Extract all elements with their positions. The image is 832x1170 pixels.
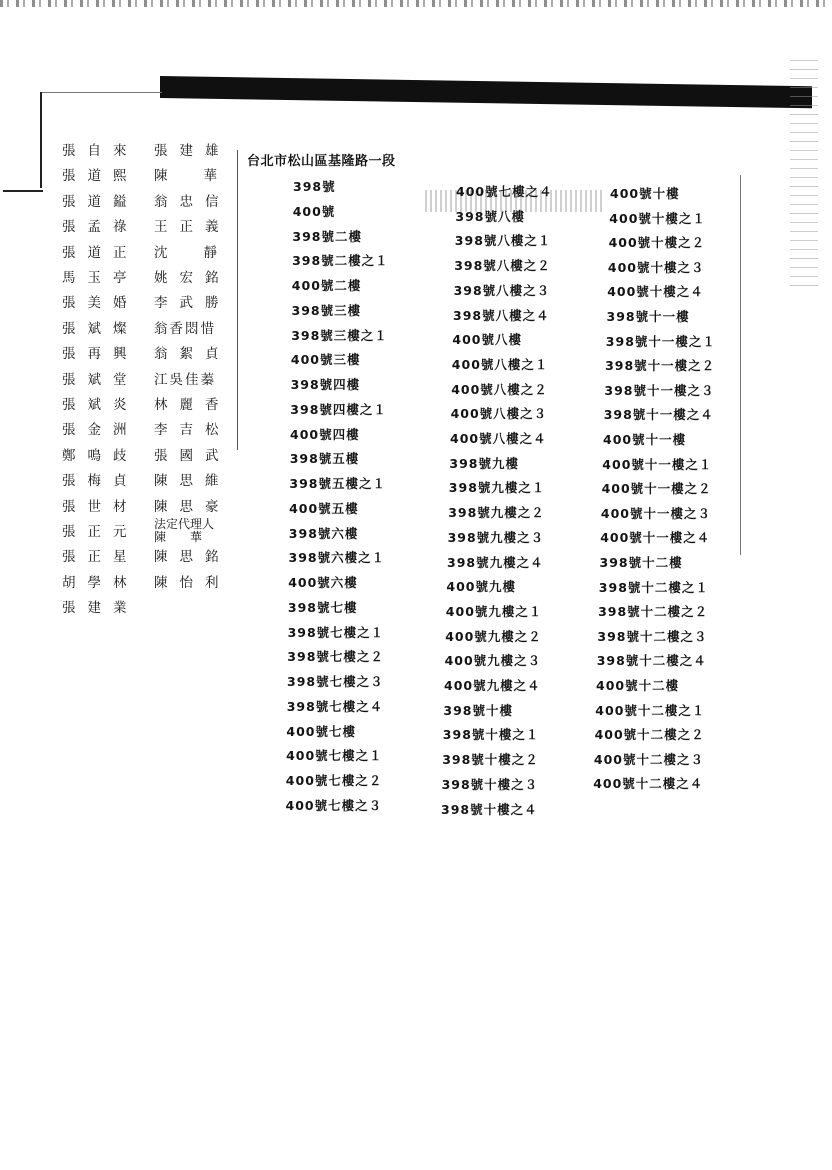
owner-row: [58, 470, 238, 492]
unit-entry: 398號十樓: [443, 702, 513, 718]
owner-row: [58, 343, 238, 365]
owner-name: 法定代理人 陳 華: [154, 517, 215, 544]
unit-entry: 398號十樓之４: [441, 801, 538, 817]
unit-entry: 398號十一樓之２: [605, 358, 716, 374]
owner-name: 李吉松: [154, 422, 231, 439]
unit-entry: 398號八樓之４: [453, 307, 550, 323]
owner-row: [58, 191, 238, 213]
unit-entry: 398號五樓之１: [289, 476, 386, 491]
unit-entry: 400號十樓之２: [608, 235, 706, 251]
unit-entry: 400號十二樓之２: [594, 727, 705, 743]
owner-row: [58, 546, 238, 568]
owner-row: [58, 445, 238, 467]
unit-entry: 398號七樓之２: [287, 649, 384, 665]
unit-entry: 398號十樓之２: [442, 752, 539, 768]
owner-name: 陳思維: [154, 473, 231, 490]
unit-entry: 398號八樓之２: [454, 258, 551, 274]
unit-entry: 398號三樓之１: [291, 327, 388, 343]
unit-entry: 400號九樓: [446, 579, 516, 595]
unit-entry: 400號十樓之１: [609, 210, 706, 226]
unit-entry: 398號十二樓之３: [597, 628, 708, 644]
owner-name: 張斌炎: [62, 397, 139, 413]
owner-name: 沈靜: [154, 244, 253, 261]
unit-entry: 398號十樓之１: [442, 727, 540, 743]
unit-entry: 400號十二樓: [596, 678, 680, 693]
unit-entry: 400號六樓: [288, 575, 358, 590]
owner-row: [58, 597, 238, 619]
owner-name: 張金洲: [62, 422, 139, 439]
unit-entry: 400號八樓: [452, 332, 522, 348]
unit-entry: 400號十二樓之３: [593, 751, 704, 767]
owner-name: 張再興: [62, 346, 139, 363]
unit-entry: 400號七樓: [286, 723, 356, 739]
unit-entry: 398號: [293, 179, 336, 194]
owner-row: [58, 140, 238, 162]
unit-entry: 398號九樓之３: [447, 529, 545, 545]
unit-entry: 400號十一樓之４: [600, 530, 711, 546]
unit-entry: 398號七樓: [287, 599, 358, 615]
scan-edge-line: [3, 190, 43, 192]
owner-name: 鄭鳴歧: [62, 447, 139, 464]
unit-entry: 398號十二樓: [599, 555, 683, 570]
owner-name: 江吳佳蓁: [154, 371, 216, 388]
owner-row: [58, 419, 238, 441]
unit-entry: 398號十二樓之２: [598, 604, 709, 620]
unit-entry: 400號十樓之３: [607, 259, 705, 275]
owner-name: 王正義: [154, 219, 231, 236]
owner-name: 張孟祿: [62, 219, 139, 236]
owner-name: 張道熙: [62, 168, 139, 185]
owner-name: 翁忠信: [154, 193, 231, 210]
unit-entry: 398號七樓之３: [287, 674, 384, 689]
unit-entry: 400號五樓: [289, 500, 359, 516]
unit-entry: 398號十樓之３: [441, 776, 539, 792]
owner-row: [58, 165, 253, 187]
scan-edge-line: [40, 92, 42, 188]
owner-name: 陳華: [154, 168, 253, 185]
owner-name: 陳思豪: [154, 498, 231, 515]
owner-row: [58, 572, 238, 594]
unit-entry: 400號八樓之４: [450, 431, 547, 446]
unit-entry: 400號九樓之３: [444, 653, 542, 669]
owner-row: [58, 292, 238, 314]
owner-name: 張正星: [62, 549, 139, 566]
owner-name: 張世材: [62, 498, 139, 515]
owner-row: [58, 496, 238, 518]
unit-entry: 400號四樓: [290, 426, 360, 442]
unit-entry: 398號十一樓之３: [604, 382, 715, 398]
unit-entry: 398號八樓: [455, 208, 525, 224]
unit-entry: 398號十一樓之１: [605, 333, 716, 349]
unit-entry: 400號十一樓之１: [602, 456, 713, 472]
unit-entry: 400號十樓之４: [607, 284, 704, 300]
unit-entry: 398號三樓: [291, 302, 362, 318]
unit-entry: 400號七樓之４: [456, 184, 553, 199]
owner-name: 姚宏銘: [154, 270, 231, 286]
owner-name: 林麗香: [154, 397, 231, 413]
unit-entry: 398號九樓之４: [447, 554, 544, 570]
unit-entry: 398號十二樓之１: [598, 579, 709, 595]
owner-name: 張梅貞: [62, 473, 139, 490]
unit-entry: 400號八樓之１: [451, 356, 549, 372]
unit-entry: 400號十二樓之４: [593, 776, 704, 792]
unit-entry: 400號八樓之２: [451, 381, 548, 397]
owner-name: 張正元: [62, 524, 139, 540]
owner-row: [58, 242, 253, 264]
owner-name: 胡學林: [62, 574, 139, 591]
unit-entry: 400號十樓: [610, 186, 680, 201]
unit-entry: 400號七樓之２: [285, 773, 383, 788]
unit-entry: 398號十二樓之４: [596, 653, 707, 669]
unit-entry: 398號十一樓: [606, 309, 690, 324]
owner-name: 張斌燦: [62, 320, 139, 337]
owner-name: 張道鎰: [62, 193, 139, 210]
unit-entry: 398號九樓之１: [448, 480, 546, 496]
unit-entry: 398號八樓之１: [454, 233, 552, 249]
owner-name: 張建雄: [154, 143, 231, 159]
unit-entry: 400號八樓之３: [450, 406, 548, 422]
owner-row: [58, 394, 238, 416]
unit-entry: 400號: [292, 203, 336, 219]
unit-entry: 398號六樓: [288, 525, 359, 541]
owner-row: [58, 267, 238, 289]
address-heading: 台北市松山區基隆路一段: [247, 154, 396, 169]
unit-entry: 400號九樓之４: [444, 678, 541, 693]
unit-entry: 400號九樓之１: [445, 603, 543, 619]
unit-entry: 398號七樓之４: [286, 698, 384, 714]
unit-entry: 400號十二樓之１: [595, 702, 706, 718]
owner-name: 陳思銘: [154, 549, 231, 566]
owner-name: 馬玉亭: [62, 270, 139, 286]
unit-entry: 400號二樓: [291, 278, 362, 293]
owner-row: [58, 318, 238, 340]
owner-name: 李武勝: [154, 295, 231, 312]
unit-entry: 400號七樓之１: [286, 748, 383, 764]
unit-entry: 398號四樓: [290, 377, 361, 392]
owner-name: 張斌堂: [62, 371, 139, 388]
unit-entry: 398號十一樓之４: [603, 407, 714, 423]
unit-entry: 398號七樓之１: [287, 624, 385, 640]
unit-entry: 398號九樓: [449, 455, 519, 471]
scan-black-bar: [160, 76, 812, 108]
unit-entry: 400號十一樓之３: [600, 505, 711, 521]
unit-entry: 400號九樓之２: [445, 628, 542, 644]
owner-row: [58, 517, 238, 544]
unit-entry: 398號二樓之１: [292, 253, 389, 269]
owner-name: 張道正: [62, 244, 139, 261]
unit-entry: 398號四樓之１: [290, 401, 387, 417]
column-separator: [740, 175, 741, 555]
unit-entry: 398號八樓之３: [453, 282, 551, 298]
unit-entry: 400號十一樓: [603, 432, 687, 447]
unit-entry: 400號七樓之３: [285, 797, 383, 813]
owner-name: 張美婚: [62, 295, 139, 312]
owner-name: 張自來: [62, 143, 139, 159]
owner-name: 張國武: [154, 447, 231, 464]
owner-name: 陳怡利: [154, 574, 231, 591]
owner-name: 張建業: [62, 600, 139, 617]
unit-entry: 398號五樓: [289, 451, 360, 467]
scan-noise-top: [0, 0, 832, 7]
owner-name: 翁香悶惜: [154, 320, 216, 337]
owner-name: 翁絮貞: [154, 346, 231, 363]
owner-row: [58, 216, 238, 238]
scan-speckle: [790, 60, 818, 290]
unit-entry: 398號六樓之１: [288, 550, 386, 566]
unit-entry: 398號二樓: [292, 228, 362, 244]
unit-entry: 400號十一樓之２: [601, 481, 712, 497]
owner-row: [58, 369, 238, 391]
unit-entry: 400號三樓: [290, 352, 361, 368]
unit-entry: 398號九樓之２: [448, 505, 545, 521]
scan-edge-line: [42, 92, 162, 93]
